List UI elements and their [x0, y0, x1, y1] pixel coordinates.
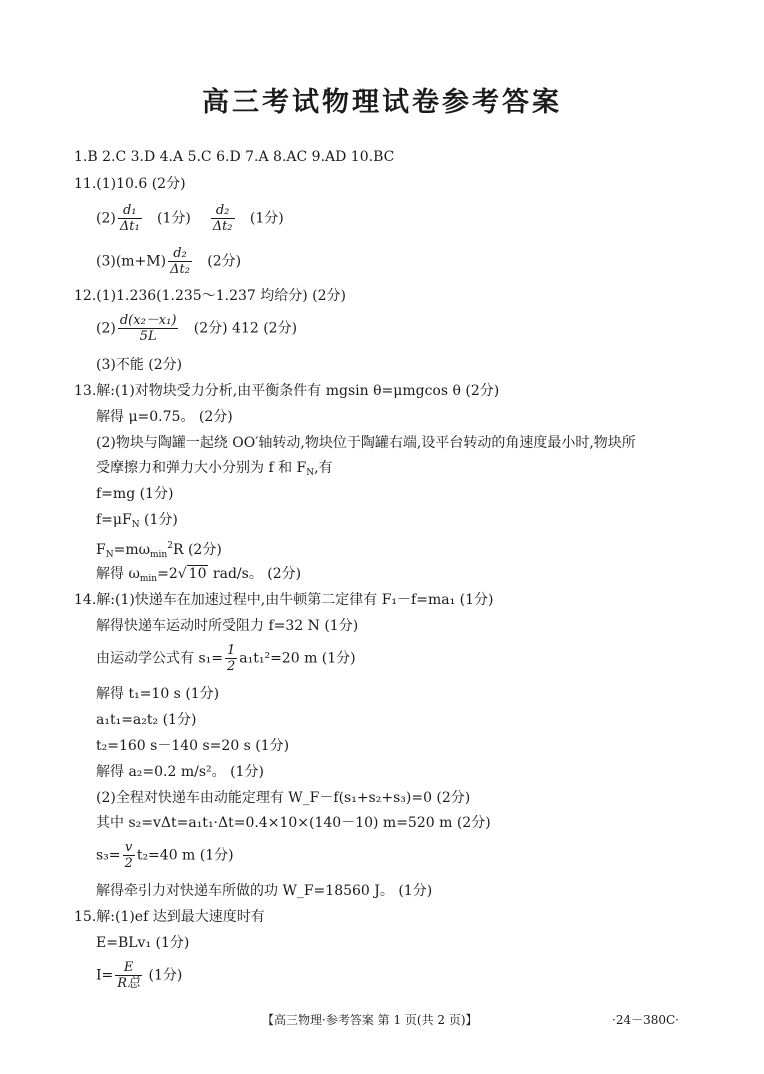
frac-num: d₁ — [118, 203, 142, 219]
q13-line1: 13.解:(1)对物块受力分析,由平衡条件有 mgsin θ=μmgcos θ (2分) — [74, 383, 500, 399]
score: (2分) 412 (2分) — [193, 320, 298, 337]
q13-line3: (2)物块与陶罐一起绕 OO′轴转动,物块位于陶罐右端,设平台转动的角速度最小时,物块所 — [96, 435, 636, 451]
footer-code: ·24－380C· — [612, 1013, 679, 1027]
score: (2分) — [207, 253, 242, 270]
subscript: min — [139, 574, 158, 584]
q14-line9: 其中 s₂=vΔt=a₁t₁·Δt=0.4×10×(140－10) m=520 m (2分) — [96, 815, 491, 831]
fraction-q12 — [118, 313, 179, 344]
frac-den: Δt₁ — [119, 219, 140, 234]
subscript: min — [150, 550, 168, 560]
q11-part3 — [96, 246, 241, 277]
q14-line10 — [96, 840, 234, 871]
q14-line8: (2)全程对快递车由动能定理有 W_F－f(s₁+s₂+s₃)=0 (2分) — [96, 790, 471, 806]
score: (1分) — [157, 210, 191, 227]
text: =2 — [157, 566, 178, 582]
q13-line6 — [96, 511, 178, 534]
text: (1分) — [139, 512, 178, 528]
q13-line2: 解得 μ=0.75。 (2分) — [96, 409, 233, 425]
q13-line4 — [96, 459, 333, 482]
frac-num: 1 — [226, 643, 236, 658]
q14-line4: 解得 t₁=10 s (1分) — [96, 686, 220, 702]
text: f=μF — [96, 512, 132, 528]
text: F — [96, 542, 106, 558]
q14-line6: t₂=160 s－140 s=20 s (1分) — [96, 738, 290, 754]
q15-line2: E=BLv₁ (1分) — [96, 935, 190, 951]
text: =mω — [113, 542, 151, 558]
text: t₂=40 m (1分) — [136, 847, 234, 864]
frac-num: d₂ — [211, 203, 235, 219]
sqrt-radicand: 10 — [188, 566, 207, 582]
q11-p3-prefix: (3)(m+M) — [96, 253, 167, 270]
frac-den: R总 — [117, 976, 141, 991]
frac-num: d(x₂－x₁) — [119, 313, 177, 328]
text: s₃= — [96, 847, 121, 864]
fraction-half — [225, 643, 237, 674]
frac-den: 5L — [139, 329, 157, 344]
q14-line11: 解得牵引力对快递车所做的功 W_F=18560 J。 (1分) — [96, 883, 433, 899]
subscript: N — [105, 550, 114, 560]
text: a₁t₁²=20 m (1分) — [239, 650, 356, 667]
frac-den: Δt₂ — [212, 219, 233, 234]
frac-num: d₂ — [168, 246, 192, 262]
text: I= — [96, 967, 114, 984]
q14-line7: 解得 a₂=0.2 m/s²。 (1分) — [96, 764, 264, 780]
frac-den: 2 — [226, 659, 236, 674]
frac-den: 2 — [124, 856, 133, 871]
q15-line1: 15.解:(1)ef 达到最大速度时有 — [74, 909, 265, 925]
fraction-d2 — [211, 203, 235, 234]
subscript: N — [306, 468, 315, 478]
q11-part1: 11.(1)10.6 (2分) — [74, 176, 186, 192]
fraction-v-half — [123, 840, 135, 871]
q11-part2 — [96, 203, 284, 234]
fraction-d1 — [118, 203, 142, 234]
q12-p2-prefix: (2) — [96, 320, 116, 337]
q12-part3: (3)不能 (2分) — [96, 357, 183, 373]
q14-line1: 14.解:(1)快递车在加速过程中,由牛顿第二定律有 F₁－f=ma₁ (1分) — [74, 592, 494, 608]
q13-line5: f=mg (1分) — [96, 486, 174, 502]
q15-line3 — [96, 960, 182, 991]
q13-line7 — [96, 537, 222, 564]
subscript: N — [131, 520, 140, 530]
frac-num: E — [115, 960, 142, 976]
fraction-current — [115, 960, 142, 991]
q13-line8: 解得 $\omega_{min}=2√$ 10 rad/s。 (2分) — [96, 566, 302, 584]
text: rad/s。 (2分) — [208, 566, 302, 582]
text: (1分) — [144, 967, 183, 984]
text: 由运动学公式有 s₁= — [96, 650, 223, 667]
text: R (2分) — [172, 542, 222, 558]
q12-part2 — [96, 313, 297, 344]
fraction-d2-t2 — [168, 246, 192, 277]
text: 受摩擦力和弹力大小分别为 f 和 F — [96, 460, 307, 476]
text: ,有 — [314, 460, 333, 476]
frac-den: Δt₂ — [170, 262, 190, 277]
score: (1分) — [249, 210, 284, 227]
q14-line2: 解得快递车运动时所受阻力 f=32 N (1分) — [96, 618, 359, 634]
q14-line3 — [96, 643, 356, 674]
q12-part1: 12.(1)1.236(1.235～1.237 均给分) (2分) — [74, 288, 346, 304]
footer-page-info: 【高三物理·参考答案 第 1 页(共 2 页)】 — [262, 1013, 478, 1027]
superscript: 2 — [167, 541, 173, 551]
choice-answers: 1.B 2.C 3.D 4.A 5.C 6.D 7.A 8.AC 9.AD 10.BC — [74, 149, 395, 165]
page-title: 高三考试物理试卷参考答案 — [202, 87, 562, 118]
q14-line5: a₁t₁=a₂t₂ (1分) — [96, 712, 197, 728]
text: 解得 ω — [96, 566, 140, 582]
frac-num: v — [123, 840, 135, 856]
q11-p2-prefix: (2) — [96, 210, 116, 227]
